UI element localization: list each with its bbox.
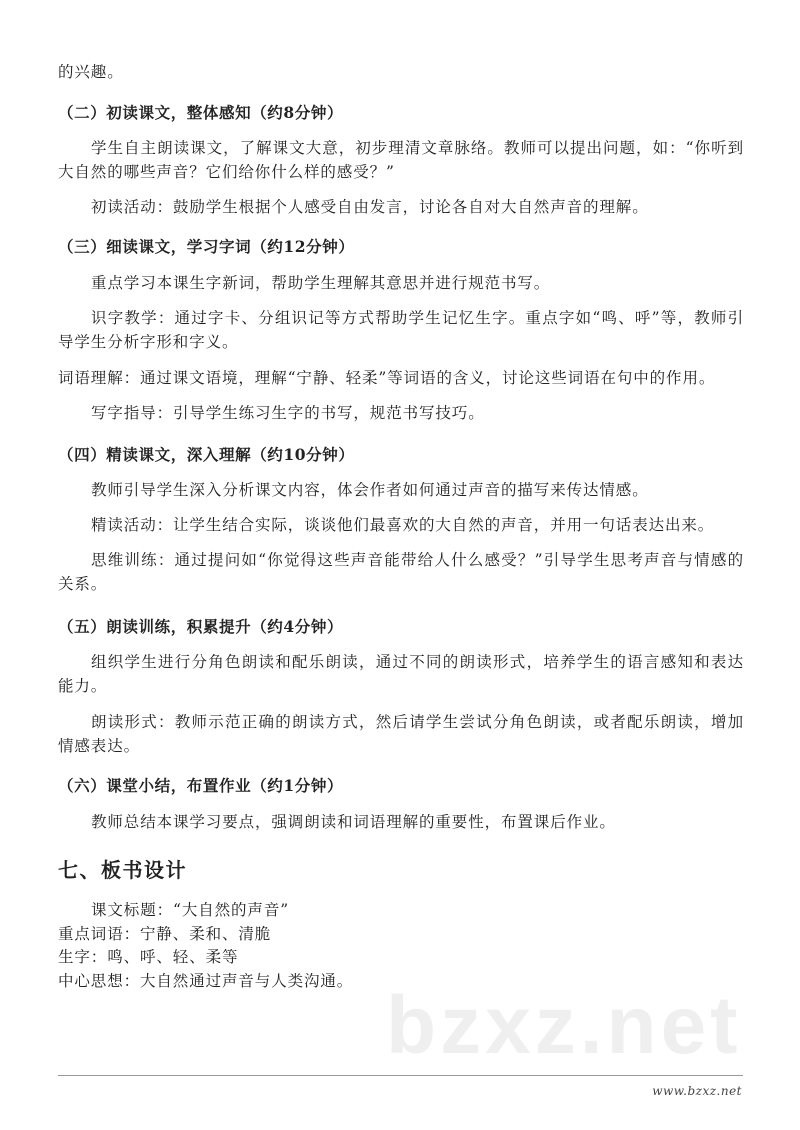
board-line: 中心思想：大自然通过声音与人类沟通。 bbox=[58, 972, 354, 990]
section-heading-2: （二）初读课文，整体感知（约8分钟） bbox=[58, 103, 344, 122]
intro-tail: 的兴趣。 bbox=[58, 63, 124, 81]
paragraph: 初读活动：鼓励学生根据个人感受自由发言，讨论各自对大自然声音的理解。 bbox=[91, 198, 649, 216]
board-line: 生字：鸣、呼、轻、柔等 bbox=[58, 948, 239, 966]
paragraph: 学生自主朗读课文，了解课文大意，初步理清文章脉络。教师可以提出问题，如：“你听到大自然的哪些声音？它们给你什么样的感受？” bbox=[58, 139, 744, 181]
watermark: bzxz.net bbox=[386, 980, 742, 1071]
paragraph: 思维训练：通过提问如“你觉得这些声音能带给人什么感受？”引导学生思考声音与情感的关系。 bbox=[58, 551, 744, 593]
section-heading-5: （五）朗读训练，积累提升（约4分钟） bbox=[58, 617, 344, 636]
footer-url: www.bzxz.net bbox=[652, 1084, 742, 1098]
paragraph: 词语理解：通过课文语境，理解“宁静、轻柔”等词语的含义，讨论这些词语在句中的作用。 bbox=[58, 369, 716, 387]
paragraph: 教师引导学生深入分析课文内容，体会作者如何通过声音的描写来传达情感。 bbox=[91, 481, 649, 499]
paragraph: 教师总结本课学习要点，强调朗读和词语理解的重要性，布置课后作业。 bbox=[91, 813, 616, 831]
paragraph: 组织学生进行分角色朗读和配乐朗读，通过不同的朗读形式，培养学生的语言感知和表达能力。 bbox=[58, 653, 744, 695]
section-heading-6: （六）课堂小结，布置作业（约1分钟） bbox=[58, 776, 344, 795]
paragraph: 识字教学：通过字卡、分组识记等方式帮助学生记忆生字。重点字如“鸣、呼”等，教师引导学生分析字形和字义。 bbox=[58, 309, 744, 351]
paragraph: 写字指导：引导学生练习生字的书写，规范书写技巧。 bbox=[91, 404, 485, 422]
board-line: 重点词语：宁静、柔和、清脆 bbox=[58, 925, 272, 943]
section-heading-4: （四）精读课文，深入理解（约10分钟） bbox=[58, 445, 355, 464]
section-heading-3: （三）细读课文，学习字词（约12分钟） bbox=[58, 237, 355, 256]
paragraph: 朗读形式：教师示范正确的朗读方式，然后请学生尝试分角色朗读，或者配乐朗读，增加情感表达。 bbox=[58, 713, 744, 755]
paragraph: 重点学习本课生字新词，帮助学生理解其意思并进行规范书写。 bbox=[91, 274, 551, 292]
footer-divider bbox=[58, 1075, 743, 1076]
board-design-heading: 七、板书设计 bbox=[58, 858, 187, 882]
board-line: 课文标题：“大自然的声音” bbox=[91, 901, 290, 919]
paragraph: 精读活动：让学生结合实际，谈谈他们最喜欢的大自然的声音，并用一句话表达出来。 bbox=[91, 516, 715, 534]
